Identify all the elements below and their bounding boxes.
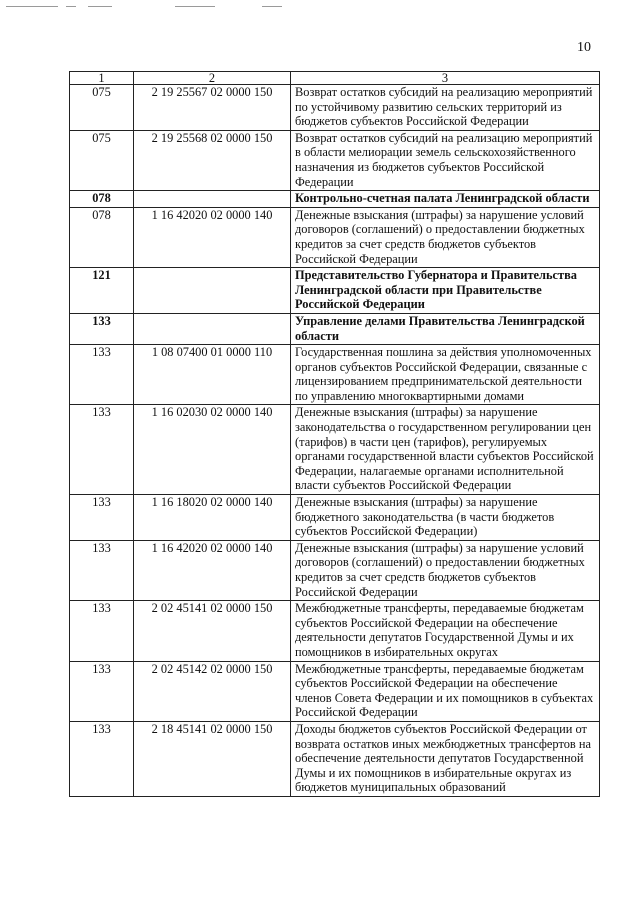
revenue-name-cell: Межбюджетные трансферты, передаваемые бюджетам субъектов Российской Федерации на обеспечение деятельности депутатов Государственной Думы и их помощников в избирательных округах (291, 601, 600, 661)
table-row (70, 721, 600, 796)
admin-code-cell: 133 (70, 495, 134, 541)
table-header-row (70, 72, 600, 85)
table-row (70, 540, 600, 600)
admin-code-cell: 075 (70, 85, 134, 131)
revenue-name-cell: Денежные взыскания (штрафы) за нарушение законодательства о государственном регулировании цен (тарифов) в части цен (тарифов), регулируемых органами государственной власти субъектов Российской Федерации, налагаемые органами исполнительной власти субъектов Российской Федерации (291, 405, 600, 495)
table-row (70, 313, 600, 344)
revenue-name-cell: Денежные взыскания (штрафы) за нарушение условий договоров (соглашений) о предоставлении бюджетных кредитов за счет средств бюджетов субъектов Российской Федерации (291, 207, 600, 267)
admin-code-cell: 078 (70, 191, 134, 208)
admin-code-cell: 133 (70, 721, 134, 796)
admin-code-cell: 121 (70, 268, 134, 314)
budget-code-cell: 1 08 07400 01 0000 110 (134, 345, 291, 405)
revenue-name-cell: Государственная пошлина за действия уполномоченных органов субъектов Российской Федерации, связанные с лицензированием предпринимательской деятельности по управлению многоквартирными домами (291, 345, 600, 405)
table-row (70, 405, 600, 495)
budget-code-cell: 2 02 45141 02 0000 150 (134, 601, 291, 661)
page-number: 10 (577, 40, 591, 55)
budget-code-cell: 2 02 45142 02 0000 150 (134, 661, 291, 721)
admin-code-cell: 133 (70, 540, 134, 600)
table-row (70, 495, 600, 541)
budget-code-cell: 1 16 42020 02 0000 140 (134, 540, 291, 600)
revenue-name-cell: Возврат остатков субсидий на реализацию мероприятий в области мелиорации земель сельскохозяйственного назначения из бюджетов субъектов Российской Федерации (291, 130, 600, 190)
revenue-name-cell: Денежные взыскания (штрафы) за нарушение бюджетного законодательства (в части бюджетов субъектов Российской Федерации) (291, 495, 600, 541)
table-row (70, 191, 600, 208)
budget-code-cell: 2 19 25568 02 0000 150 (134, 130, 291, 190)
scan-artifact (0, 6, 640, 10)
budget-code-cell: 2 18 45141 02 0000 150 (134, 721, 291, 796)
table-row (70, 130, 600, 190)
budget-code-cell: 1 16 18020 02 0000 140 (134, 495, 291, 541)
admin-code-cell: 133 (70, 345, 134, 405)
table-row (70, 345, 600, 405)
revenue-name-cell: Денежные взыскания (штрафы) за нарушение условий договоров (соглашений) о предоставлении бюджетных кредитов за счет средств бюджетов субъектов Российской Федерации (291, 540, 600, 600)
table-row (70, 268, 600, 314)
admin-code-cell: 075 (70, 130, 134, 190)
revenue-name-cell: Представительство Губернатора и Правительства Ленинградской области при Правительстве Российской Федерации (291, 268, 600, 314)
admin-code-cell: 133 (70, 405, 134, 495)
admin-code-cell: 133 (70, 601, 134, 661)
table-row (70, 661, 600, 721)
budget-code-cell: 1 16 02030 02 0000 140 (134, 405, 291, 495)
revenue-name-cell: Доходы бюджетов субъектов Российской Федерации от возврата остатков иных межбюджетных трансфертов на обеспечение деятельности депутатов Государственной Думы и их помощников в избирательные округах из бюджетов муниципальных образований (291, 721, 600, 796)
table-body (70, 85, 600, 797)
revenue-name-cell: Управление делами Правительства Ленинградской области (291, 313, 600, 344)
budget-code-cell (134, 268, 291, 314)
revenue-name-cell: Межбюджетные трансферты, передаваемые бюджетам субъектов Российской Федерации на обеспечение членов Совета Федерации и их помощников в субъектах Российской Федерации (291, 661, 600, 721)
table-row (70, 85, 600, 131)
budget-code-cell: 1 16 42020 02 0000 140 (134, 207, 291, 267)
revenue-name-cell: Контрольно-счетная палата Ленинградской области (291, 191, 600, 208)
admin-code-cell: 133 (70, 661, 134, 721)
table-row (70, 207, 600, 267)
column-header-3: 3 (291, 72, 600, 85)
budget-code-cell (134, 191, 291, 208)
column-header-1: 1 (70, 72, 134, 85)
revenue-name-cell: Возврат остатков субсидий на реализацию мероприятий по устойчивому развитию сельских территорий из бюджетов субъектов Российской Федерации (291, 85, 600, 131)
column-header-2: 2 (134, 72, 291, 85)
admin-code-cell: 078 (70, 207, 134, 267)
budget-code-cell (134, 313, 291, 344)
table-row (70, 601, 600, 661)
revenue-codes-table (69, 71, 600, 797)
admin-code-cell: 133 (70, 313, 134, 344)
budget-code-cell: 2 19 25567 02 0000 150 (134, 85, 291, 131)
